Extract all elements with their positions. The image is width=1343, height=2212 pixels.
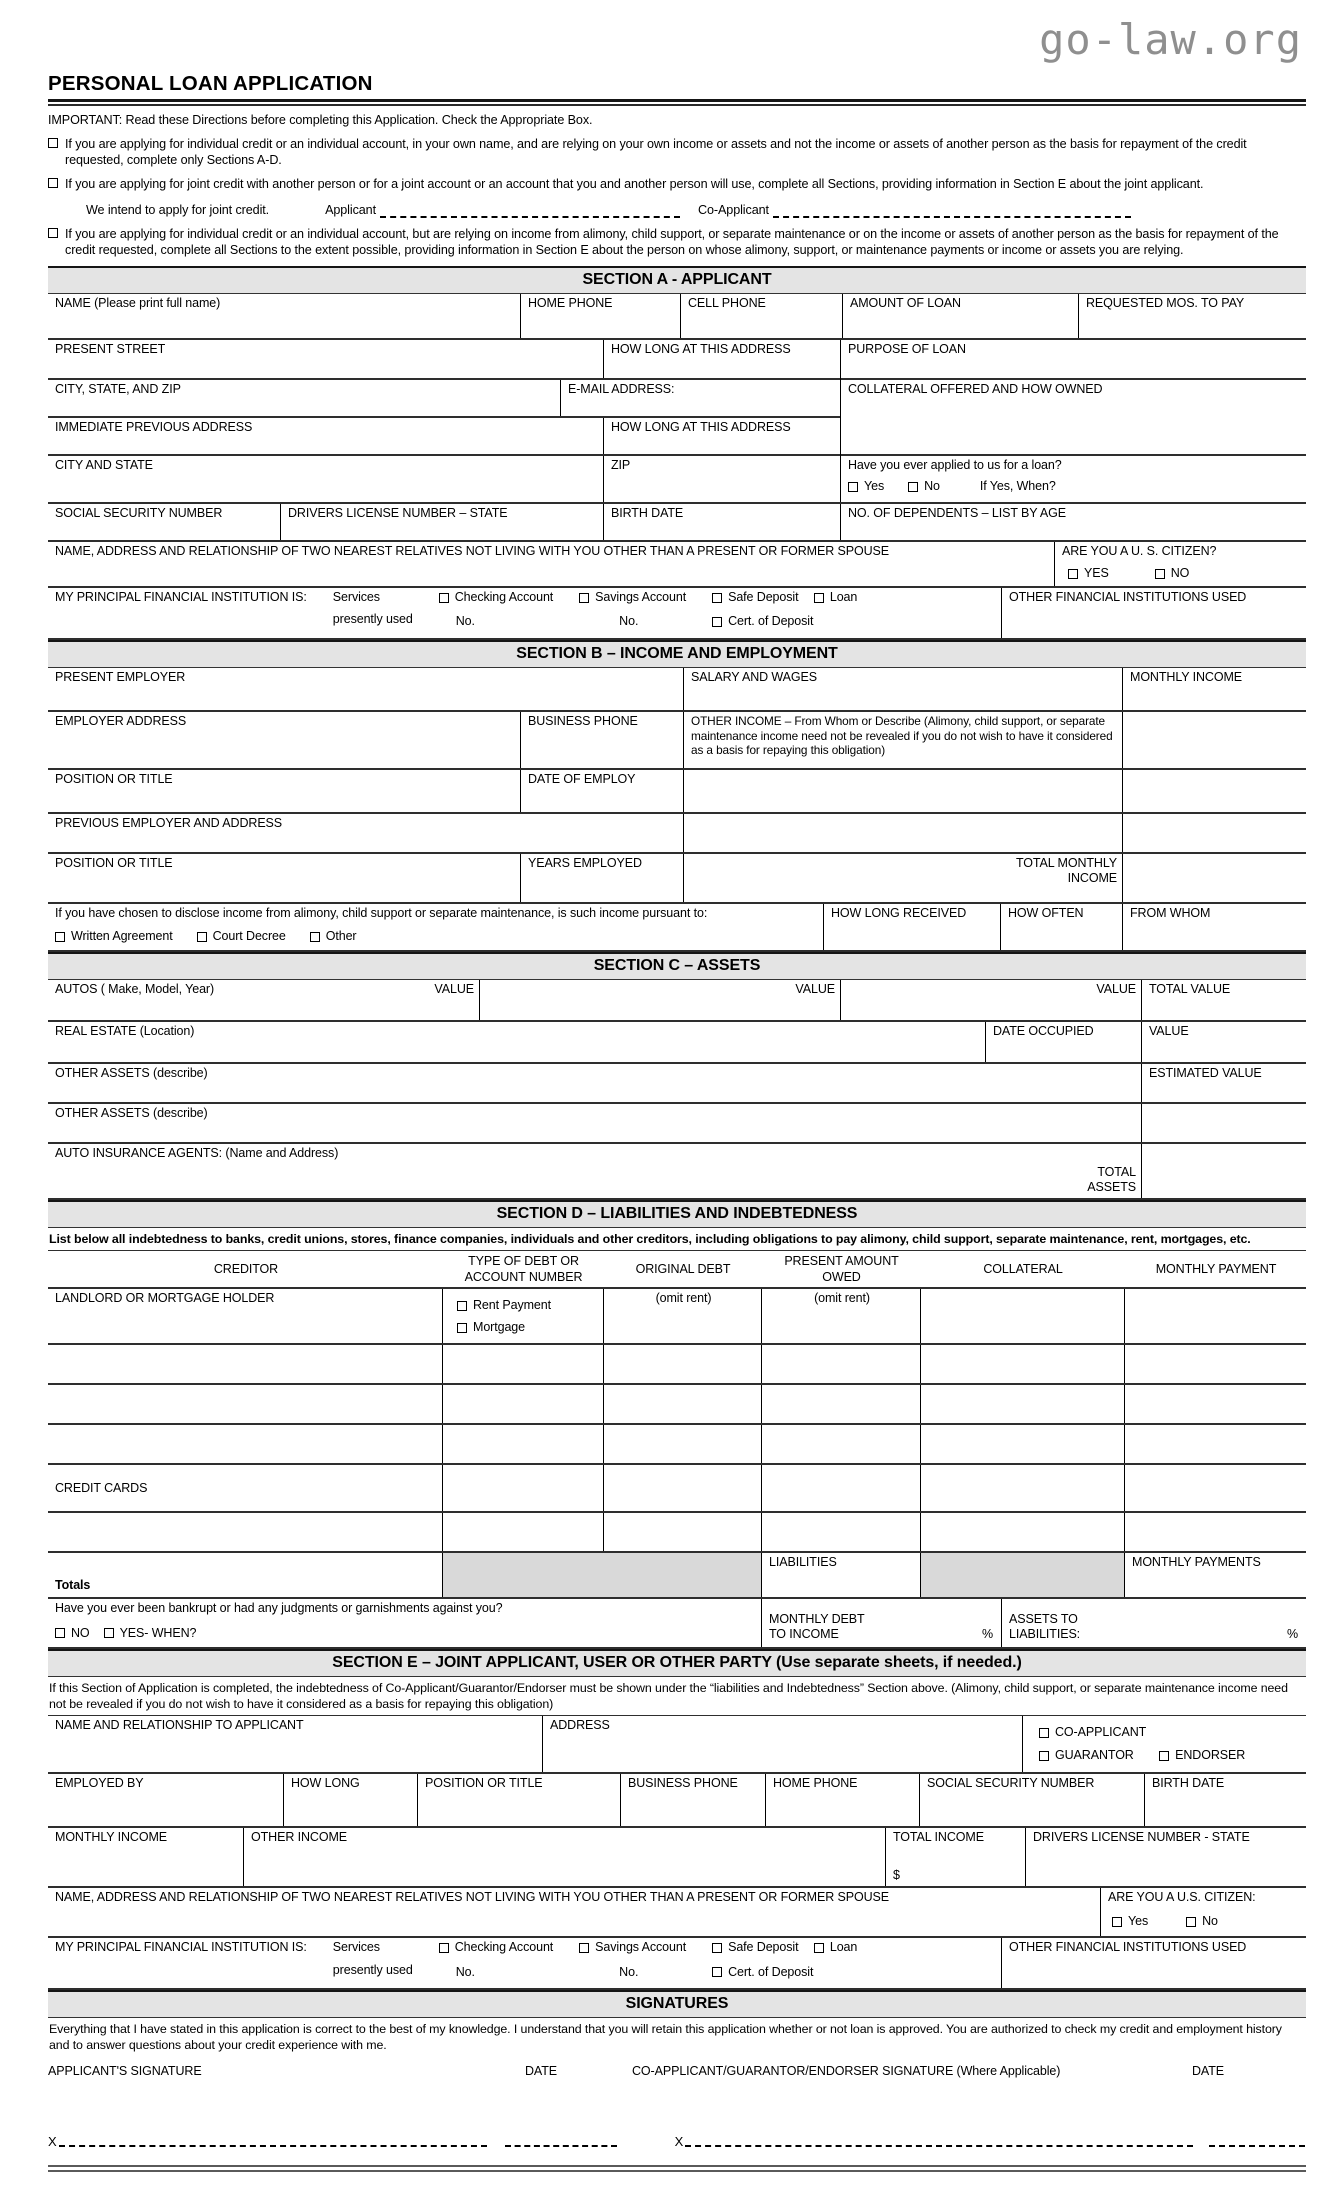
fin-deposit-col-a	[712, 590, 857, 632]
cell-phone-field[interactable]: CELL PHONE	[680, 294, 842, 338]
table-row	[48, 418, 840, 456]
table-row	[48, 814, 1306, 854]
position-title-field-1[interactable]: POSITION OR TITLE	[55, 771, 173, 786]
table-row	[48, 1104, 1306, 1144]
creditor-cell[interactable]	[48, 1385, 442, 1423]
joint-credit-checkbox[interactable]	[48, 178, 58, 188]
table-row	[48, 380, 840, 418]
other-income-blank[interactable]	[683, 770, 1122, 812]
fin-deposit-col-e	[712, 1940, 857, 1982]
signature-lines-row	[48, 2134, 1306, 2149]
co-applicant-date-line[interactable]	[1209, 2145, 1305, 2147]
table-row	[48, 588, 1306, 640]
safe-deposit-checkbox-a[interactable]	[712, 593, 722, 603]
date-label-2: DATE	[1192, 2064, 1225, 2079]
other-institutions-field-e[interactable]: OTHER FINANCIAL INSTITUTIONS USED	[1001, 1938, 1306, 1988]
co-applicant-x-mark: X	[674, 2134, 684, 2150]
citizen-yes-label: YES	[1084, 566, 1109, 581]
direction-option-3	[48, 226, 1306, 258]
insurance-agents-cell[interactable]	[48, 1144, 1141, 1198]
other-assets-field-2[interactable]: OTHER ASSETS (describe)	[55, 1105, 208, 1120]
safe-deposit-checkbox-e[interactable]	[712, 1943, 722, 1953]
total-monthly-income-value[interactable]	[1122, 854, 1306, 902]
position-title-field-2[interactable]: POSITION OR TITLE	[55, 855, 173, 870]
citizen-question: ARE YOU A U. S. CITIZEN?	[1062, 543, 1217, 558]
creditor-column-header: CREDITOR	[213, 1262, 279, 1277]
fin-lead-label-e: MY PRINCIPAL FINANCIAL INSTITUTION IS:	[55, 1940, 307, 1955]
table-row	[48, 1022, 1306, 1064]
loan-application-page	[48, 0, 1306, 2172]
collateral-field[interactable]: COLLATERAL OFFERED AND HOW OWNED	[841, 380, 1306, 456]
collateral-cell[interactable]	[920, 1465, 1124, 1511]
monthly-debt-label: MONTHLY DEBT TO INCOME	[769, 1611, 865, 1642]
monthly-income-blank-3[interactable]	[1122, 814, 1306, 852]
total-assets-value[interactable]	[1141, 1144, 1306, 1198]
collateral-cell[interactable]	[920, 1513, 1124, 1551]
present-owed-cell[interactable]	[761, 1385, 920, 1423]
totals-label: Totals	[55, 1578, 91, 1593]
landlord-collateral-cell[interactable]	[920, 1289, 1124, 1343]
joint-business-phone-field[interactable]: BUSINESS PHONE	[620, 1774, 765, 1826]
section-a-mid-block	[48, 340, 1306, 502]
applied-yes-checkbox[interactable]	[848, 482, 858, 492]
loan-checkbox-a[interactable]	[814, 593, 824, 603]
joint-other-income-field[interactable]: OTHER INCOME	[243, 1828, 885, 1886]
assets-to-liabilities-cell[interactable]	[1001, 1599, 1306, 1647]
party-type-cell	[1022, 1716, 1306, 1772]
joint-citizen-no-label: No	[1202, 1913, 1218, 1928]
how-long-received-field[interactable]: HOW LONG RECEIVED	[823, 904, 1000, 950]
bankrupt-yes-label: YES- WHEN?	[119, 1625, 197, 1640]
present-owed-omit-cell[interactable]: (omit rent)	[761, 1289, 920, 1343]
applicant-x-mark: X	[48, 2134, 57, 2150]
applicant-signature-label: APPLICANT'S SIGNATURE	[48, 2064, 202, 2079]
purpose-of-loan-field[interactable]: PURPOSE OF LOAN	[841, 340, 1306, 380]
table-row	[48, 668, 1306, 712]
table-row	[48, 456, 840, 502]
bankruptcy-question: Have you ever been bankrupt or had any judgments or garnishments against you?	[55, 1600, 503, 1615]
table-row	[48, 712, 1306, 770]
real-estate-field[interactable]: REAL ESTATE (Location)	[55, 1023, 195, 1038]
if-yes-when-label: If Yes, When?	[979, 479, 1056, 494]
payment-cell[interactable]	[1124, 1345, 1306, 1383]
citizen-cell	[1054, 542, 1306, 586]
fin-presently-label-e: presently used	[332, 1962, 413, 1977]
loan-label-a: Loan	[829, 589, 858, 604]
joint-relatives-field[interactable]: NAME, ADDRESS AND RELATIONSHIP OF TWO NEAREST RELATIVES NOT LIVING WITH YOU OTHER THAN A PRESENT OR FORMER SPOUSE	[55, 1890, 890, 1905]
applicant-label: Applicant	[325, 202, 376, 217]
checking-label-a: Checking Account	[454, 589, 554, 604]
safe-deposit-label-a: Safe Deposit	[728, 589, 799, 604]
coapplicant-label: Co-Applicant	[698, 202, 769, 217]
auto-3-value-cell[interactable]: VALUE	[840, 980, 1141, 1020]
table-row	[48, 770, 1306, 814]
endorser-label: ENDORSER	[1175, 1747, 1246, 1762]
joint-citizen-no-checkbox[interactable]	[1186, 1917, 1196, 1927]
original-debt-cell[interactable]	[603, 1425, 761, 1463]
applied-before-question: Have you ever applied to us for a loan?	[848, 457, 1062, 472]
signature-labels-row	[48, 2064, 1306, 2078]
present-owed-column-header: PRESENT AMOUNT OWED	[784, 1254, 899, 1284]
applied-no-checkbox[interactable]	[908, 482, 918, 492]
previous-employer-field[interactable]: PREVIOUS EMPLOYER AND ADDRESS	[55, 815, 283, 830]
savings-no-label-e[interactable]: No.	[619, 1964, 639, 1979]
present-owed-cell[interactable]	[761, 1425, 920, 1463]
joint-citizen-question: ARE YOU A U.S. CITIZEN:	[1108, 1890, 1256, 1905]
bankrupt-no-label: NO	[71, 1625, 90, 1640]
monthly-debt-percent: %	[981, 1627, 993, 1642]
date-label-1: DATE	[525, 2064, 558, 2079]
joint-citizen-yes-checkbox[interactable]	[1112, 1917, 1122, 1927]
title-divider	[48, 99, 1306, 106]
previous-address-field[interactable]: IMMEDIATE PREVIOUS ADDRESS	[55, 419, 253, 434]
savings-checkbox-a[interactable]	[579, 593, 589, 603]
name-field[interactable]: NAME (Please print full name)	[55, 295, 221, 310]
section-c-header: SECTION C – ASSETS	[48, 952, 1306, 980]
section-d-header: SECTION D – LIABILITIES AND INDEBTEDNESS	[48, 1200, 1306, 1228]
joint-intent-line	[86, 202, 1306, 218]
written-agreement-label: Written Agreement	[71, 929, 173, 944]
direction-option-3-text: If you are applying for individual credit or an individual account, but are relying on income from alimony, child support, or separate maintenance or on the income or assets of another person as the basis for repayment of the credit requested, complete all Sections to the extent possible, providing information in Section E about the person on whose alimony, support, or maintenance payments or income or assets you are relying.	[65, 226, 1279, 257]
co-applicant-signature-label: CO-APPLICANT/GUARANTOR/ENDORSER SIGNATURE (Where Applicable)	[632, 2064, 1061, 2079]
collateral-cell[interactable]	[920, 1345, 1124, 1383]
bankruptcy-cell	[48, 1599, 761, 1647]
type-of-debt-column-header: TYPE OF DEBT OR ACCOUNT NUMBER	[464, 1254, 583, 1284]
fin-lead-label-a: MY PRINCIPAL FINANCIAL INSTITUTION IS:	[55, 589, 307, 604]
cert-deposit-label-a: Cert. of Deposit	[728, 614, 814, 629]
section-e-note: If this Section of Application is completed, the indebtedness of Co-Applicant/Guarantor/Endorser must be shown under the “liabilities and Indebtedness” Section above. (Alimony, child support, or separate maintenance income need not be revealed if you do not wish to have it considered as a basis for repaying this obligation)	[48, 1677, 1306, 1716]
payment-cell[interactable]	[1124, 1425, 1306, 1463]
direction-option-1	[48, 136, 1306, 168]
checking-no-label-a[interactable]: No.	[455, 614, 475, 629]
original-debt-omit-cell[interactable]: (omit rent)	[603, 1289, 761, 1343]
total-monthly-income-cell	[683, 854, 1122, 902]
totals-shaded-cell	[920, 1553, 1124, 1597]
zip-field[interactable]: ZIP	[603, 456, 840, 502]
autos-label: AUTOS ( Make, Model, Year)	[55, 981, 215, 996]
fin-services-col-a	[333, 590, 413, 632]
home-phone-field[interactable]: HOME PHONE	[520, 294, 680, 338]
other-assets-field-1[interactable]: OTHER ASSETS (describe)	[55, 1065, 208, 1080]
collateral-cell[interactable]	[920, 1385, 1124, 1423]
individual-relying-checkbox[interactable]	[48, 228, 58, 238]
original-debt-cell[interactable]	[603, 1513, 761, 1551]
amount-of-loan-field[interactable]: AMOUNT OF LOAN	[842, 294, 1078, 338]
table-row	[48, 980, 1306, 1022]
debt-type-cell	[442, 1289, 603, 1343]
direction-option-2-text: If you are applying for joint credit with another person or for a joint account or an account that you and another person will use, complete all Sections, providing information in Section E about the joint applicant.	[65, 177, 1204, 192]
checking-label-e: Checking Account	[454, 1940, 554, 1955]
fin-services-label-a: Services	[332, 589, 380, 604]
original-debt-cell[interactable]	[603, 1345, 761, 1383]
estimated-value-field[interactable]: ESTIMATED VALUE	[1141, 1064, 1306, 1102]
page-bottom-divider	[48, 2165, 1306, 2172]
total-income-dollar-sign: $	[893, 1867, 900, 1882]
bankrupt-yes-checkbox[interactable]	[104, 1628, 114, 1638]
loan-checkbox-e[interactable]	[814, 1943, 824, 1953]
table-row	[48, 502, 1306, 542]
debt-type-cell[interactable]	[442, 1385, 603, 1423]
credit-cards-row	[48, 1465, 1306, 1513]
ssn-field[interactable]: SOCIAL SECURITY NUMBER	[55, 505, 223, 520]
present-owed-cell[interactable]	[761, 1345, 920, 1383]
applied-no-label: No	[924, 479, 940, 494]
monthly-income-blank-1[interactable]	[1122, 712, 1306, 768]
creditor-blank-row	[48, 1513, 1306, 1553]
total-income-label: TOTAL INCOME	[893, 1830, 984, 1845]
creditor-cell[interactable]	[48, 1513, 442, 1551]
debt-type-cell[interactable]	[442, 1425, 603, 1463]
mortgage-checkbox[interactable]	[457, 1323, 467, 1333]
savings-checkbox-e[interactable]	[579, 1943, 589, 1953]
debt-type-cell[interactable]	[442, 1345, 603, 1383]
other-assets-value-blank[interactable]	[1141, 1104, 1306, 1142]
co-applicant-label: CO-APPLICANT	[1055, 1725, 1147, 1740]
landlord-field[interactable]: LANDLORD OR MORTGAGE HOLDER	[55, 1290, 275, 1305]
safe-deposit-label-e: Safe Deposit	[728, 1940, 799, 1955]
rent-payment-label: Rent Payment	[473, 1297, 552, 1312]
rent-payment-checkbox[interactable]	[457, 1301, 467, 1311]
savings-no-label-a[interactable]: No.	[619, 614, 639, 629]
section-d-note: List below all indebtedness to banks, credit unions, stores, finance companies, individuals and other creditors, including obligations to pay alimony, child support, separate maintenance, rent, mortgages, etc.	[48, 1228, 1306, 1251]
birth-date-field[interactable]: BIRTH DATE	[603, 504, 840, 540]
city-state-zip-field[interactable]: CITY, STATE, AND ZIP	[55, 381, 181, 396]
payment-cell[interactable]	[1124, 1465, 1306, 1511]
signatures-header: SIGNATURES	[48, 1990, 1306, 2018]
guarantor-label: GUARANTOR	[1055, 1747, 1134, 1762]
table-row	[48, 1716, 1306, 1774]
joint-citizen-yes-label: Yes	[1128, 1913, 1149, 1928]
joint-ssn-field[interactable]: SOCIAL SECURITY NUMBER	[919, 1774, 1144, 1826]
loan-label-e: Loan	[829, 1940, 858, 1955]
joint-position-field[interactable]: POSITION OR TITLE	[417, 1774, 620, 1826]
table-row	[48, 542, 1306, 588]
signatures-statement: Everything that I have stated in this application is correct to the best of my knowledge. I understand that you will retain this application whether or not loan is approved. You are authorized to check my credit and employment history and to answer questions about your credit experience with me.	[49, 2022, 1282, 2053]
applicant-date-line[interactable]	[505, 2145, 617, 2147]
how-often-field[interactable]: HOW OFTEN	[1000, 904, 1122, 950]
total-value-field[interactable]: TOTAL VALUE	[1141, 980, 1306, 1020]
endorser-checkbox[interactable]	[1159, 1751, 1169, 1761]
monthly-income-blank-2[interactable]	[1122, 770, 1306, 812]
other-institutions-field-a[interactable]: OTHER FINANCIAL INSTITUTIONS USED	[1001, 588, 1306, 638]
court-decree-checkbox[interactable]	[197, 932, 207, 942]
joint-address-field[interactable]: ADDRESS	[542, 1716, 1022, 1772]
applicant-sign-here-line[interactable]	[59, 2145, 487, 2147]
table-row	[48, 1888, 1306, 1938]
loan-right-block	[840, 340, 1306, 502]
joint-monthly-income-field[interactable]: MONTHLY INCOME	[55, 1830, 168, 1845]
total-liabilities-field[interactable]: LIABILITIES	[761, 1553, 920, 1597]
autos-value-label: VALUE	[434, 981, 474, 996]
creditor-blank-row	[48, 1385, 1306, 1425]
joint-citizen-cell	[1100, 1888, 1306, 1936]
original-debt-cell[interactable]	[603, 1465, 761, 1511]
cert-deposit-checkbox-e[interactable]	[712, 1967, 722, 1977]
total-income-cell[interactable]	[885, 1828, 1025, 1886]
debt-type-cell[interactable]	[442, 1465, 603, 1511]
total-monthly-payments-field[interactable]: MONTHLY PAYMENTS	[1124, 1553, 1306, 1597]
individual-credit-checkbox[interactable]	[48, 138, 58, 148]
applicant-signature-line[interactable]	[380, 204, 680, 218]
table-row	[48, 1828, 1306, 1888]
other-pursuant-checkbox[interactable]	[310, 932, 320, 942]
mortgage-label: Mortgage	[473, 1320, 526, 1335]
citizen-no-label: NO	[1170, 566, 1190, 581]
creditor-cell[interactable]	[48, 1345, 442, 1383]
alimony-question: If you have chosen to disclose income from alimony, child support or separate maintenance, is such income pursuant to:	[55, 905, 708, 920]
from-whom-field[interactable]: FROM WHOM	[1122, 904, 1306, 950]
section-a-header: SECTION A - APPLICANT	[48, 266, 1306, 294]
bankruptcy-row	[48, 1599, 1306, 1649]
bankrupt-no-checkbox[interactable]	[55, 1628, 65, 1638]
table-row	[48, 1938, 1306, 1990]
cert-deposit-label-e: Cert. of Deposit	[728, 1964, 814, 1979]
credit-cards-field[interactable]: CREDIT CARDS	[55, 1481, 148, 1496]
fin-presently-label-a: presently used	[332, 612, 413, 627]
fin-checking-col-e	[439, 1940, 553, 1982]
real-estate-value-field[interactable]: VALUE	[1141, 1022, 1306, 1062]
city-state-field[interactable]: CITY AND STATE	[55, 457, 153, 472]
fin-savings-col-a	[579, 590, 686, 632]
section-b-header: SECTION B – INCOME AND EMPLOYMENT	[48, 640, 1306, 668]
original-debt-cell[interactable]	[603, 1385, 761, 1423]
joint-drivers-license-field[interactable]: DRIVERS LICENSE NUMBER - STATE	[1025, 1828, 1306, 1886]
coapplicant-signature-line[interactable]	[773, 204, 1131, 218]
co-applicant-sign-here-line[interactable]	[685, 2145, 1193, 2147]
insurance-agents-label: AUTO INSURANCE AGENTS: (Name and Address)	[55, 1145, 339, 1160]
guarantor-checkbox[interactable]	[1039, 1751, 1049, 1761]
dependents-field[interactable]: NO. OF DEPENDENTS – LIST BY AGE	[840, 504, 1306, 540]
savings-label-e: Savings Account	[595, 1940, 687, 1955]
table-row	[48, 1064, 1306, 1104]
landlord-row	[48, 1289, 1306, 1345]
totals-row	[48, 1553, 1306, 1599]
employed-by-field[interactable]: EMPLOYED BY	[55, 1776, 144, 1791]
prev-employer-blank[interactable]	[683, 814, 1122, 852]
present-owed-cell[interactable]	[761, 1465, 920, 1511]
table-row	[48, 1144, 1306, 1200]
table-row	[48, 1774, 1306, 1828]
court-decree-label: Court Decree	[212, 929, 286, 944]
citizen-yes-checkbox[interactable]	[1068, 569, 1078, 579]
debt-type-cell[interactable]	[442, 1513, 603, 1551]
liabilities-header-row	[48, 1251, 1306, 1289]
page-title: PERSONAL LOAN APPLICATION	[48, 72, 373, 96]
monthly-debt-to-income-cell[interactable]	[761, 1599, 1001, 1647]
financial-institution-cell-a	[48, 588, 1001, 638]
total-monthly-income-label: TOTAL MONTHLY INCOME	[1015, 855, 1117, 886]
how-long-prev-address-field[interactable]: HOW LONG AT THIS ADDRESS	[603, 418, 840, 454]
email-field[interactable]: E-MAIL ADDRESS:	[560, 380, 840, 416]
business-phone-field[interactable]: BUSINESS PHONE	[520, 712, 683, 768]
assets-to-liabilities-label: ASSETS TO LIABILITIES:	[1009, 1611, 1081, 1642]
other-pursuant-label: Other	[325, 929, 357, 944]
creditor-blank-row	[48, 1345, 1306, 1385]
savings-label-a: Savings Account	[595, 589, 687, 604]
relatives-field[interactable]: NAME, ADDRESS AND RELATIONSHIP OF TWO NEAREST RELATIVES NOT LIVING WITH YOU OTHER THAN A PRESENT OR FORMER SPOUSE	[55, 543, 890, 558]
how-long-employed-field[interactable]: HOW LONG	[283, 1774, 417, 1826]
years-employed-field[interactable]: YEARS EMPLOYED	[520, 854, 683, 902]
directions	[48, 112, 1306, 258]
written-agreement-checkbox[interactable]	[55, 932, 65, 942]
creditor-blank-row	[48, 1425, 1306, 1465]
applied-before-cell	[841, 456, 1306, 502]
monthly-payment-column-header: MONTHLY PAYMENT	[1155, 1262, 1277, 1277]
employer-address-field[interactable]: EMPLOYER ADDRESS	[55, 713, 187, 728]
fin-savings-col-e	[579, 1940, 686, 1982]
present-street-field[interactable]: PRESENT STREET	[55, 341, 166, 356]
landlord-payment-cell[interactable]	[1124, 1289, 1306, 1343]
table-row	[48, 340, 840, 380]
requested-months-field[interactable]: REQUESTED MOS. TO PAY	[1078, 294, 1306, 338]
direction-option-2	[48, 176, 1306, 192]
address-left-block	[48, 340, 840, 502]
payment-cell[interactable]	[1124, 1513, 1306, 1551]
fin-services-col-e	[333, 1940, 413, 1982]
fin-checking-col-a	[439, 590, 553, 632]
important-note: IMPORTANT: Read these Directions before completing this Application. Check the Appropriate Box.	[48, 113, 593, 128]
joint-home-phone-field[interactable]: HOME PHONE	[765, 1774, 919, 1826]
checking-checkbox-a[interactable]	[439, 593, 449, 603]
autos-cell[interactable]	[48, 980, 479, 1020]
total-assets-label: TOTAL ASSETS	[1087, 1164, 1136, 1195]
drivers-license-field[interactable]: DRIVERS LICENSE NUMBER – STATE	[280, 504, 603, 540]
other-income-field[interactable]: OTHER INCOME – From Whom or Describe (Alimony, child support, or separate maintenance income need not be revealed if you do not wish to have it considered as a basis for repaying this obligation)	[683, 712, 1122, 768]
direction-option-1-text: If you are applying for individual credit or an individual account, in your own name, and are relying on your own income or assets and not the income or assets of another person as the basis for repayment of the credit requested, complete only Sections A-D.	[65, 137, 1247, 168]
fin-services-label-e: Services	[332, 1940, 380, 1955]
collateral-column-header: COLLATERAL	[983, 1262, 1063, 1277]
date-of-employ-field[interactable]: DATE OF EMPLOY	[520, 770, 683, 812]
site-logo: go-law.org	[1039, 15, 1302, 64]
creditor-cell[interactable]	[48, 1425, 442, 1463]
financial-institution-cell-e	[48, 1938, 1001, 1988]
name-relationship-field[interactable]: NAME AND RELATIONSHIP TO APPLICANT	[55, 1718, 304, 1733]
citizen-no-checkbox[interactable]	[1155, 569, 1165, 579]
date-occupied-field[interactable]: DATE OCCUPIED	[985, 1022, 1141, 1062]
present-owed-cell[interactable]	[761, 1513, 920, 1551]
section-e-header: SECTION E – JOINT APPLICANT, USER OR OTHER PARTY (Use separate sheets, if needed.)	[48, 1649, 1306, 1677]
payment-cell[interactable]	[1124, 1385, 1306, 1423]
checking-no-label-e[interactable]: No.	[455, 1964, 475, 1979]
collateral-cell[interactable]	[920, 1425, 1124, 1463]
original-debt-column-header: ORIGINAL DEBT	[635, 1262, 731, 1277]
auto-2-value-cell[interactable]: VALUE	[479, 980, 840, 1020]
applied-yes-label: Yes	[864, 479, 885, 494]
table-row	[48, 854, 1306, 904]
salary-wages-field[interactable]: SALARY AND WAGES	[683, 668, 1122, 710]
checking-checkbox-e[interactable]	[439, 1943, 449, 1953]
cert-deposit-checkbox-a[interactable]	[712, 617, 722, 627]
alimony-disclosure-cell	[48, 904, 823, 950]
present-employer-field[interactable]: PRESENT EMPLOYER	[55, 669, 186, 684]
assets-liabilities-percent: %	[1286, 1627, 1298, 1642]
totals-shaded-cell	[442, 1553, 761, 1597]
joint-intent-text: We intend to apply for joint credit.	[86, 202, 270, 217]
how-long-address-field[interactable]: HOW LONG AT THIS ADDRESS	[603, 340, 840, 378]
table-row	[48, 904, 1306, 952]
co-applicant-checkbox[interactable]	[1039, 1728, 1049, 1738]
joint-birth-date-field[interactable]: BIRTH DATE	[1144, 1774, 1306, 1826]
monthly-income-field[interactable]: MONTHLY INCOME	[1122, 668, 1306, 710]
table-row	[48, 294, 1306, 340]
